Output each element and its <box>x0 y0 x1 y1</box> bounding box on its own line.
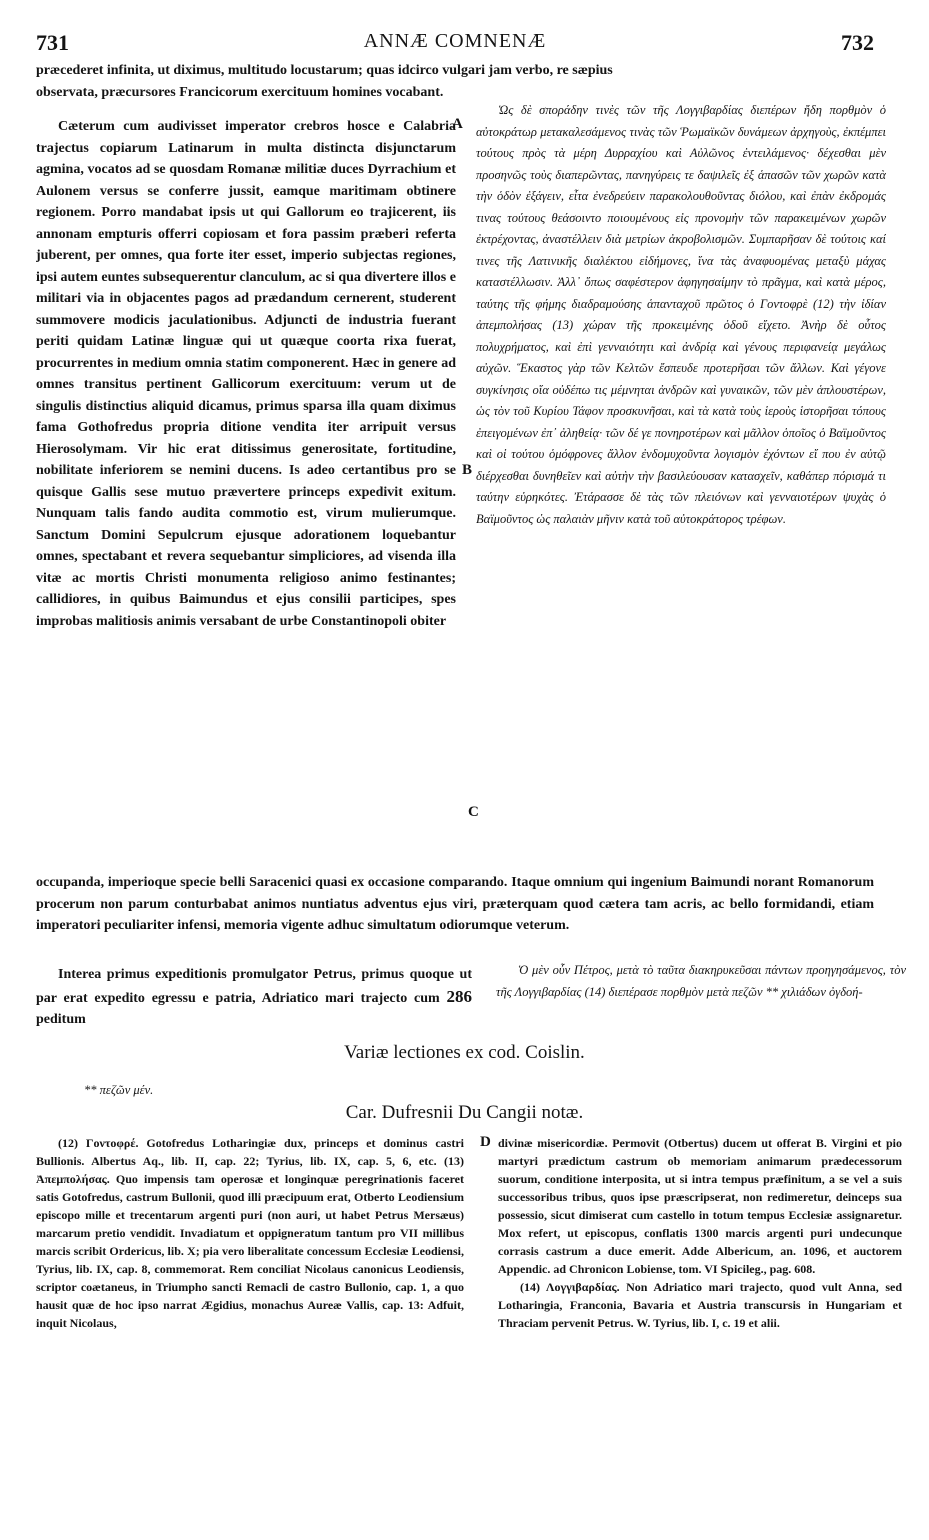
greek-paragraph-1: Ὡς δὲ σποράδην τινὲς τῶν τῆς Λογγιβαρδίας διεπέρων ἤδη πορθμὸν ὁ αὐτοκράτωρ μετακαλεσάμενος τινὰς τῶν Ῥωμαϊκῶν δυνάμεων ἀρχηγοὺς, ἐκπέμπει τούτους πρὸς τὰ μέρη Δυρραχίου καὶ Αὐλῶνος ἐντειλάμενος· δέχεσθαι μὲν προσηνῶς τοὺς διαπερῶντας, πανηγύρεις τε δαψιλεῖς ἐξ ἁπασῶν τῶν χωρῶν κατὰ τὴν ὁδὸν ἐξάγειν, εἶτα ἐνεδρεύειν παρακολουθοῦντας διόλου, καὶ ἐπὰν ἐκδρομάς τινας τούτους θεάσοιντο ποιουμένους εἰς προνομὴν τῶν παρακειμένων χωρῶν ἐκτρέχοντας, ἀναστέλλειν διὰ μετρίων ἀκροβολισμῶν. Συμπαρῆσαν δὲ τούτοις καί τινες τῆς Λατινικῆς διαλέκτου εἰδήμονες, ἵνα τὰς ἀναφυομένας μεταξὺ μάχας καταστέλλωσιν. Ἀλλ᾽ ὅπως σαφέστερον ἀφηγησαίμην τὸ πρᾶγμα, καὶ κατὰ μέρος, ταύτης τῆς φήμης διαδραμούσης ἁπανταχοῦ πρῶτος ὁ Γοντοφρὲ (12) τὴν ἰδίαν ἀπεμπολήσας (13) χώραν τῆς προκειμένης ὁδοῦ εἴχετο. Ἀνὴρ δὲ οὗτος πολυχρήματος, καὶ ἐπὶ γενναιότητι καὶ ἀνδρίᾳ καὶ γένους περιφανείᾳ μεγάλως αὐχῶν. Ἕκαστος γὰρ τῶν Κελτῶν ἔσπευδε προτερῆσαι τῶν ἄλλων. Καὶ γέγονε συγκίνησις οἵα οὐδέπω τις μέμνηται ἀνδρῶν καὶ γυναικῶν, τῶν μὲν ἁπλουστέρων, ὡς τὸν τοῦ Κυρίου Τάφον προσκυνῆσαι, καὶ τὰ κατὰ τοὺς ἱεροὺς ἱστορῆσαι τόπους ἐπειγομένων ἐπ᾽ ἀληθείᾳ· τῶν δέ γε πονηροτέρων καὶ μᾶλλον ὁποῖος ὁ Βαϊμοῦντος καὶ οἱ τούτου ὁμόφρονες ἄλλον ἐνδομυχοῦντα λογισμὸν ἐχόντων εἴ που ἐν αὐτῷ διέρχεσθαι δυνηθεῖεν καὶ αὐτὴν τὴν βασιλεύουσαν κατασχεῖν, καθάπερ πόρισμά τι ταύτην εὑρηκότες. Ἐτάρασσε δὲ τὰς τῶν πλειόνων καὶ γενναιοτέρων ψυχὰς ὁ Βαϊμοῦντος ὡς παλαιὰν μῆνιν κατὰ τοῦ αὐτοκράτορος τρέφων. <box>476 103 886 526</box>
note-right-2: (14) Λογγιβαρδίας. Non Adriatico mari trajecto, quod vult Anna, sed Lotharingia, Franconia, Bavaria et Austria transcursis in Hungariam et Thraciam pervenit Petrus. W. Tyrius, lib. I, c. 19 et alii. <box>498 1280 902 1330</box>
margin-marker-c: C <box>468 804 479 820</box>
latin-paragraph-2-text-a: Interea primus expeditionis promulgator Petrus, primus quoque ut par erat expedito egressu e patria, Adriatico mari trajecto cum <box>36 967 472 1006</box>
latin-column-1 <box>36 116 456 864</box>
variae-lectiones-heading: Variæ lectiones ex cod. Coislin. <box>344 1042 585 1063</box>
margin-marker-b: B <box>462 462 473 478</box>
greek-column-1 <box>476 100 886 864</box>
page-header <box>36 30 874 60</box>
latin-paragraph-1: Cæterum cum audivisset imperator crebros hosce e Calabria trajectus copiarum Latinarum in multa distincta disjunctarum agmina, vocatos ad se quosdam Romanæ militiæ duces Dyrrachium et Aulonem versus se conferre jussit, eamque maritimam obtinere regionem. Porro mandabat ipsis ut qui Gallorum eo trajicerent, iis annonam empturis offerri copiosam et fora passim præberi referta juberent, per omnes, qua forte iter esset, imperio subjectas regiones, ipsi autem euntes subsequerentur clanculum, ac si qua divertere illos e militari via in objacentes pagos ad prædandum cernerent, studerent summovere modicis jaculationibus. Adjuncti de industria fuerant periti quidam Latinæ linguæ qui ut quæque coorta rixa fuerat, procurrentes in medium omnia statim componerent. Hæc in genere ad omnes transitus pertinent Gallicorum exercituum: verum ut de singulis distinctius aliquid dicamus, primus sparsa illa quam diximus fama Gothofredus propria ditione vendita iter arripuit versus Hierosolymam. Vir hic erat ditissimus generositate, fortitudine, nobilitate inferiorem se nemini ducens. Is adeo certantibus pro se quisque Gallis sese mutuo prævertere princeps expedivit exitum. Nunquam talis fando audita commotio est, virum mulierumque. Sanctum Domini Sepulcrum ejusque adorationem loquebantur omnes, spectabant et revera sequebantur simpliciores, ad visenda illa vitæ ac mortis Christi monumenta religioso animo festinantes; callidiores, in quibus Baimundus et ejus consilii participes, spes improbas malitiosis animis versabant de urbe Constantinopoli obiter <box>36 119 456 629</box>
note-right-1: divinæ misericordiæ. Permovit (Otbertus) ducem ut offerat B. Virgini et pio martyri prædictum castrum ob memoriam animarum prædecessorum suorum, conditione interposita, ut si intra tempus præfinitum, a se vel a suis successoribus tribus, quos ipse præscripserat, non redimeretur, deinceps sua possessio, sicut dimiserat cum castello in totum tempus Ecclesiæ assignaretur. Mox refert, ut episcopus, conflatis 1300 marcis argenti puri undecunque corrasis castrum a duce emerit. Adde Albericum, an. 1096, et auctorem Appendic. ad Chronicon Lobiense, tom. VI Spicileg., pag. 608. <box>498 1136 902 1276</box>
note-left: (12) Γοντοφρέ. Gotofredus Lotharingiæ dux, princeps et dominus castri Bullionis. Albertus Aq., lib. II, cap. 22; Tyrius, lib. IX, cap. 5, 6, etc. (13) Ἀπεμπολήσας. Quo impensis tam operosæ et longinquæ peregrinationis faceret satis Gotofredus, castrum Bullonii, quod illi præcipuum erat, Otberto Leodiensium episcopo mille et trecentarum argenti puri (non auri, ut habet Petrus Mersæus) marcarum pretio vendidit. Invadiatum et oppigneratum tantum pro VII millibus marcis scribit Ordericus, lib. X; pia vero liberalitate concessum Ecclesiæ Leodiensi, Tyrius, lib. IX, cap. 8, commemorat. Rem conciliat Nicolaus canonicus Leodiensis, scriptor coætaneus, in Triumpho sancti Remacli de castro Bullonio, cap. 1, a quo hausit quæ de hoc ipso narrat Ægidius, monachus Aureæ Vallis, cap. 13: Adfuit, inquit Nicolaus, <box>36 1136 464 1330</box>
notes-column-right <box>498 1134 902 1434</box>
running-title: ANNÆ COMNENÆ <box>363 30 547 52</box>
greek-paragraph-2: Ὁ μὲν οὖν Πέτρος, μετὰ τὸ ταῦτα διακηρυκεῦσαι πάντων προηγησάμενος, τὸν τῆς Λογγιβαρδίας (14) διεπέρασε πορθμὸν μετὰ πεζῶν ** χιλιάδων ὀγδοή- <box>496 963 906 999</box>
latin-continuation-block <box>36 872 874 937</box>
margin-marker-a: A <box>452 116 463 132</box>
page-number-left: 731 <box>36 30 69 55</box>
margin-marker-d: D <box>480 1134 491 1150</box>
latin-paragraph-2-text-b: peditum <box>36 1012 86 1027</box>
page-number-right: 732 <box>841 30 874 55</box>
column-number: 286 <box>446 986 473 1006</box>
top-line-1: præcederet infinita, ut diximus, multitudo locustarum; quas idcirco vulgari jam verbo, re sæpius <box>36 63 613 78</box>
notes-column-left <box>36 1134 464 1434</box>
top-line-2: observata, præcursores Francicorum exercituum homines vocabant. <box>36 84 444 100</box>
greek-column-2 <box>496 960 906 1003</box>
latin-paragraph-2 <box>36 964 472 1031</box>
variae-item: ** πεζῶν μέν. <box>84 1083 154 1097</box>
top-full-width-lines <box>36 60 874 103</box>
latin-column-2 <box>36 964 472 1031</box>
latin-continuation: occupanda, imperioque specie belli Saracenici quasi ex occasione comparando. Itaque omnium qui ingenium Baimundi norant Romanorum procerum non parum conturbabat animos nuntiatus adventus ejus viri, præterquam quod cætera tam acris, ac bello formidandi, etiam imperatori peculiariter infensi, memoria vigente adhuc simultatum odiorumque veterum. <box>36 875 874 933</box>
notae-heading: Car. Dufresnii Du Cangii notæ. <box>345 1102 584 1123</box>
